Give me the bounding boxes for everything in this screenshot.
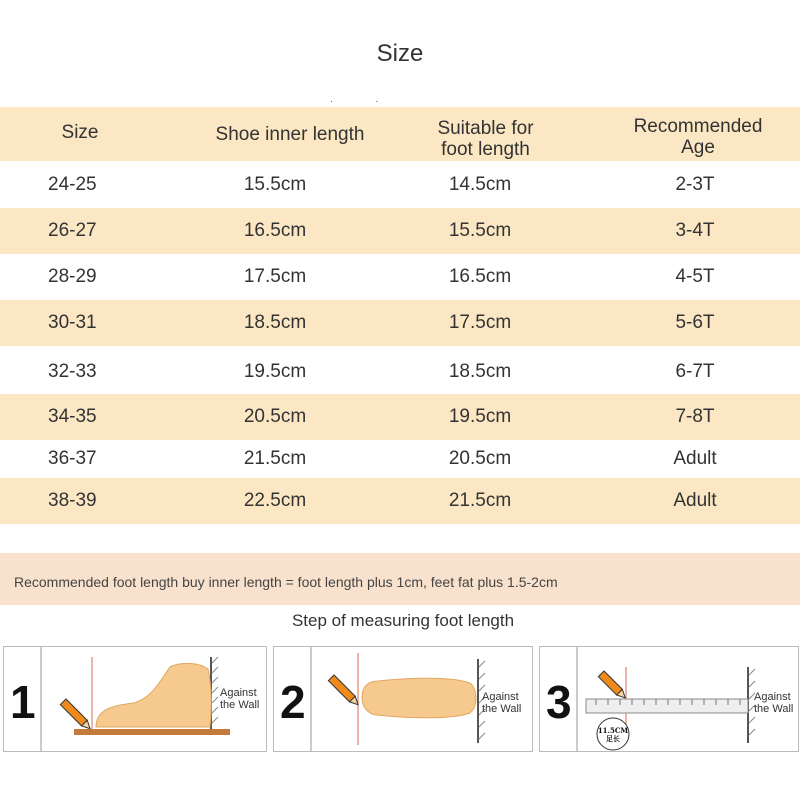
cell-size: 24-25 <box>48 174 97 195</box>
steps-title: Step of measuring foot length <box>291 611 515 630</box>
step-number: 3 <box>546 676 572 728</box>
pencil-icon <box>598 671 628 701</box>
decor-dots: . . <box>330 94 399 105</box>
cell-size: 30-31 <box>48 312 97 333</box>
cell-inner: 21.5cm <box>243 448 307 469</box>
cell-inner: 22.5cm <box>243 490 307 511</box>
cell-size: 26-27 <box>48 220 97 241</box>
table-row <box>0 349 800 395</box>
cell-age: 2-3T <box>675 174 715 195</box>
table-header <box>0 107 800 161</box>
cell-foot: 21.5cm <box>448 490 512 511</box>
cell-age: 4-5T <box>675 266 715 287</box>
step-panel-3 <box>539 646 799 752</box>
pencil-icon <box>328 675 361 708</box>
wall-label: Against the Wall <box>220 687 260 711</box>
header-size: Size <box>61 122 99 143</box>
cell-inner: 19.5cm <box>243 361 307 382</box>
cell-age: 5-6T <box>675 312 715 333</box>
header-age: Recommended Age <box>633 116 763 158</box>
step-number: 2 <box>280 676 306 728</box>
cell-foot: 15.5cm <box>448 220 512 241</box>
cell-inner: 20.5cm <box>243 406 307 427</box>
table-row <box>0 478 800 524</box>
cell-foot: 19.5cm <box>448 406 512 427</box>
cell-foot: 16.5cm <box>448 266 512 287</box>
cell-size: 32-33 <box>48 361 97 382</box>
table-row <box>0 436 800 482</box>
cell-foot: 14.5cm <box>448 174 512 195</box>
header-inner-length: Shoe inner length <box>215 124 365 145</box>
cell-age: 7-8T <box>675 406 715 427</box>
cell-size: 28-29 <box>48 266 97 287</box>
cell-inner: 15.5cm <box>243 174 307 195</box>
cell-size: 34-35 <box>48 406 97 427</box>
header-foot-length: Suitable for foot length <box>437 118 534 160</box>
foot-top-icon <box>362 678 476 718</box>
table-row <box>0 162 800 208</box>
foot-side-icon <box>96 663 211 727</box>
table-row <box>0 394 800 440</box>
cell-foot: 18.5cm <box>448 361 512 382</box>
wall-label: Against the Wall <box>754 691 794 715</box>
step-panel-1 <box>3 646 267 752</box>
cell-age: 6-7T <box>675 361 715 382</box>
table-row <box>0 208 800 254</box>
fit-note <box>0 553 800 605</box>
cell-age: Adult <box>673 448 717 469</box>
cell-inner: 18.5cm <box>243 312 307 333</box>
cell-inner: 16.5cm <box>243 220 307 241</box>
pencil-icon <box>60 699 93 732</box>
cell-foot: 17.5cm <box>448 312 512 333</box>
cell-inner: 17.5cm <box>243 266 307 287</box>
ruler <box>586 699 748 713</box>
cell-size: 38-39 <box>48 490 97 511</box>
page-title: Size <box>376 40 424 67</box>
step-panel-2 <box>273 646 533 752</box>
wall-label: Against the Wall <box>482 691 522 715</box>
fit-note-text: Recommended foot length buy inner length = foot length plus 1cm, feet fat plus 1.5-2cm <box>14 574 558 590</box>
cell-age: Adult <box>673 490 717 511</box>
cell-size: 36-37 <box>48 448 97 469</box>
measure-badge-text: 11.5CM 足长 <box>597 726 629 743</box>
cell-age: 3-4T <box>675 220 715 241</box>
table-row <box>0 300 800 346</box>
step-number: 1 <box>10 676 36 728</box>
table-row <box>0 254 800 300</box>
cell-foot: 20.5cm <box>448 448 512 469</box>
floor-board <box>74 729 230 735</box>
